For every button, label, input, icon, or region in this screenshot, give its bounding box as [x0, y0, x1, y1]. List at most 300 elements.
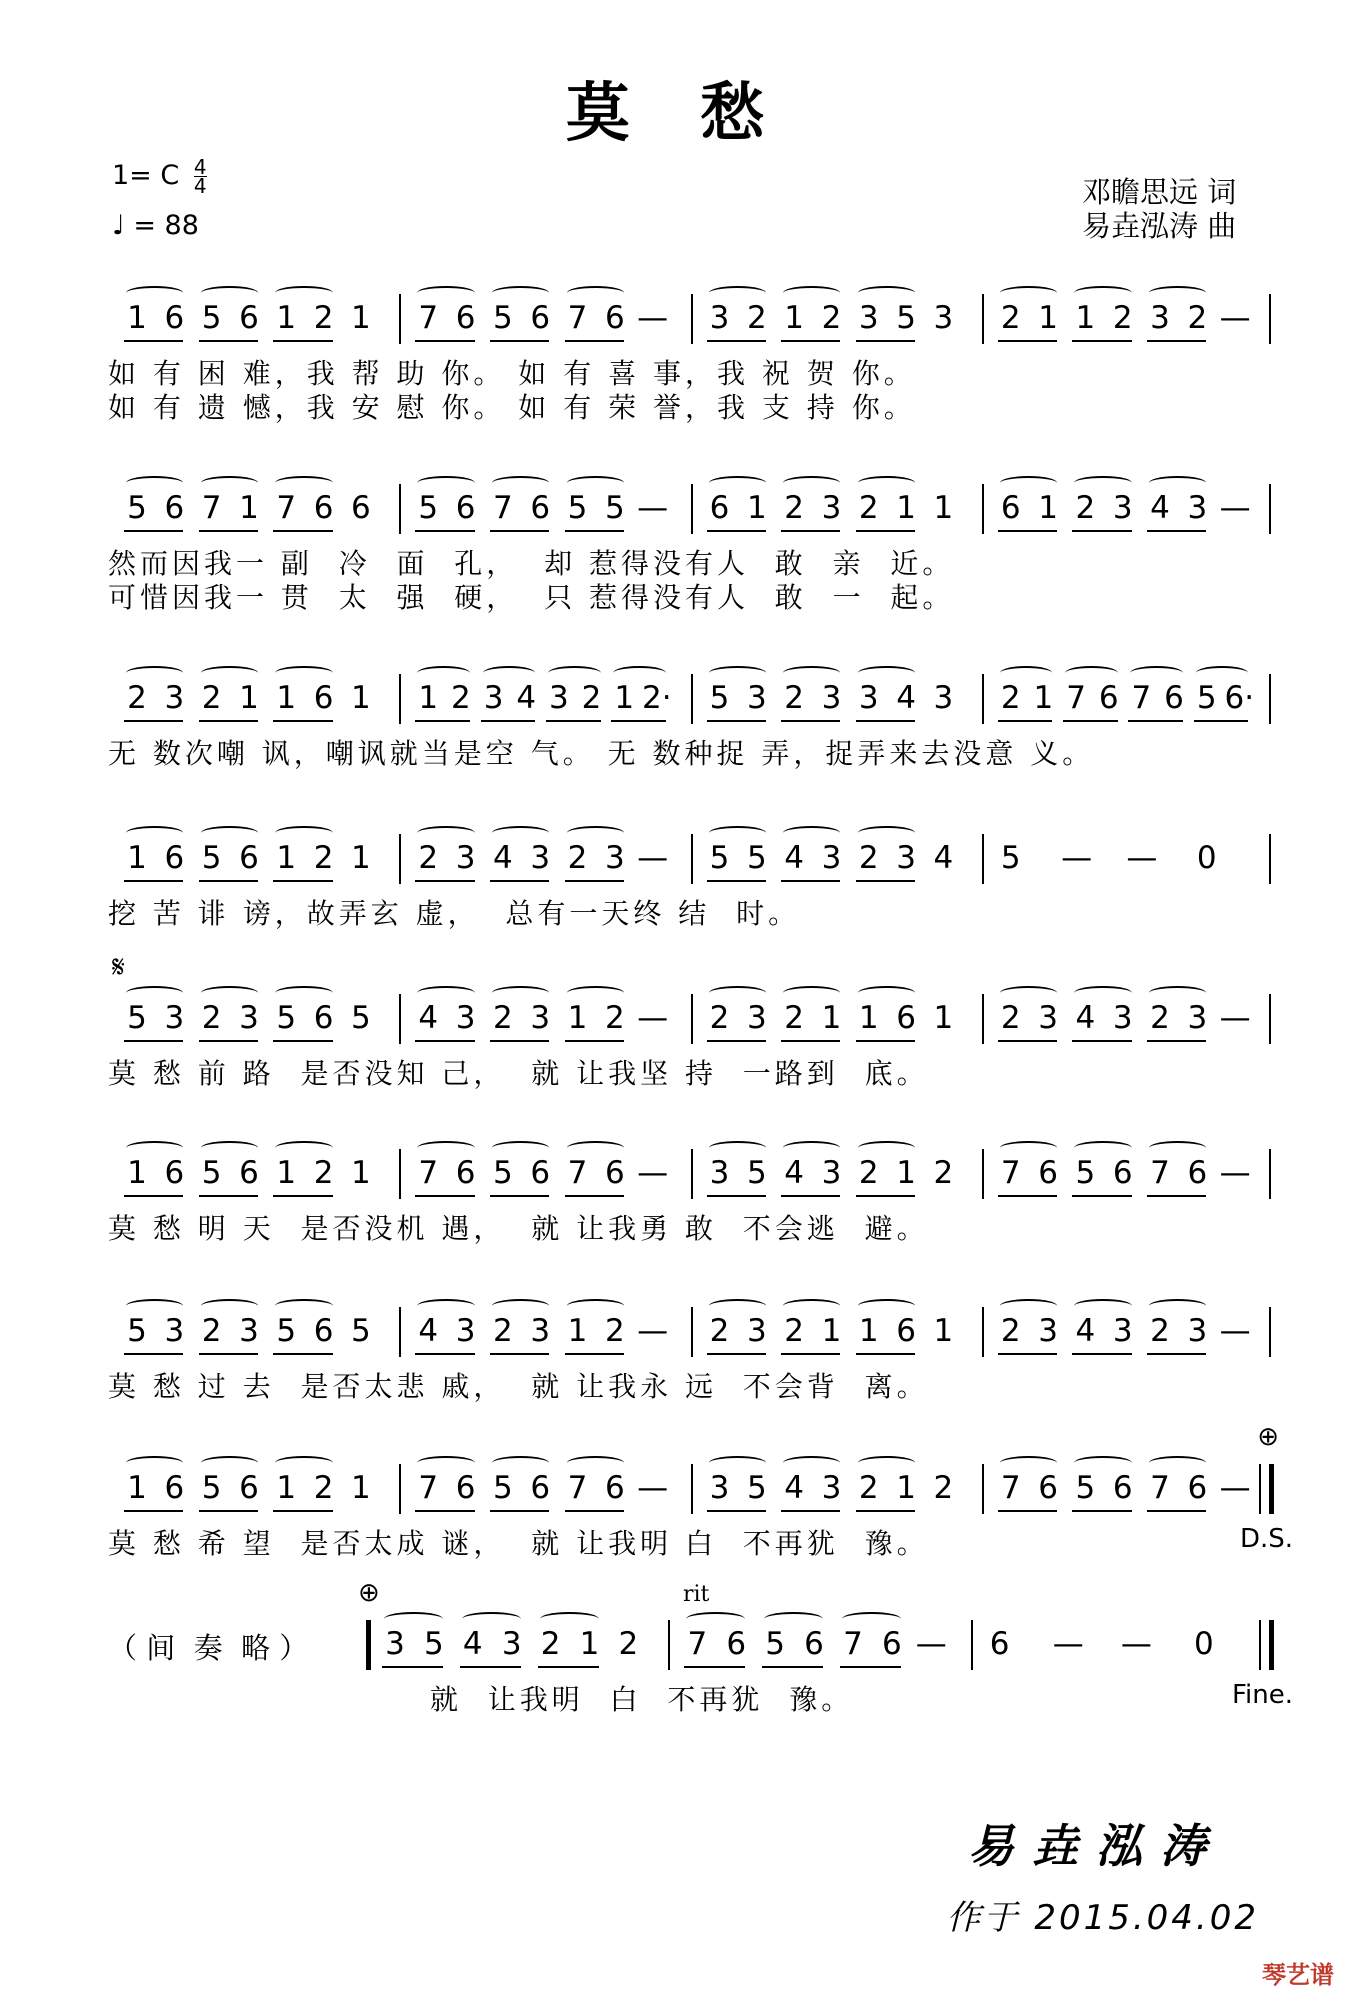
slur-mark — [1149, 986, 1206, 1000]
slur-mark — [858, 986, 915, 1000]
note: 4 — [1150, 490, 1170, 526]
slur-mark — [783, 666, 840, 680]
beam-underline — [124, 1195, 183, 1197]
note: 3 — [1112, 1313, 1133, 1349]
bar-line — [399, 1464, 401, 1514]
note: 1 — [351, 1155, 371, 1191]
beam-underline — [781, 1510, 840, 1512]
note: 4 — [493, 840, 513, 876]
note: 5 — [201, 300, 222, 336]
note: 6 — [1112, 1155, 1133, 1191]
note: 7 — [567, 300, 588, 336]
note: 5 — [493, 1470, 513, 1506]
lyrics-verse-1: 然而因我一 副 冷 面 孔， 却 惹得没有人 敢 亲 近。 — [108, 547, 955, 580]
time-bottom: 4 — [193, 174, 207, 198]
slur-mark — [126, 826, 183, 840]
beam-underline — [998, 1353, 1057, 1355]
note: 3 — [1150, 300, 1170, 336]
lyrics-verse-1: 莫 愁 过 去 是否太悲 戚， 就 让我永 远 不会背 离。 — [108, 1370, 929, 1403]
beam-underline — [273, 1353, 332, 1355]
note: 2 — [567, 840, 588, 876]
slur-mark — [1130, 666, 1183, 680]
note: 6 — [1098, 680, 1119, 716]
beam-underline — [1072, 1510, 1131, 1512]
beam-underline — [490, 1510, 549, 1512]
slur-mark — [567, 826, 624, 840]
note: 7 — [201, 490, 222, 526]
slur-mark — [783, 286, 840, 300]
bar-line — [1259, 1464, 1261, 1514]
note: 3 — [385, 1626, 405, 1662]
note: 1 — [784, 300, 804, 336]
beam-underline — [481, 720, 536, 722]
note: 4 — [1075, 1000, 1096, 1036]
note: 3 — [1112, 490, 1133, 526]
bar-line — [399, 674, 401, 724]
lyrics-verse-1: 莫 愁 希 望 是否太成 谜， 就 让我明 白 不再犹 豫。 — [108, 1527, 929, 1560]
note: 1 — [276, 840, 297, 876]
note: 3 — [746, 680, 767, 716]
slur-mark — [275, 826, 332, 840]
note: 1 — [933, 490, 954, 526]
dash-note: — — [1219, 300, 1251, 336]
slur-mark — [709, 826, 766, 840]
note: 4 — [784, 1470, 804, 1506]
note: 6 — [1112, 1470, 1133, 1506]
beam-underline — [856, 340, 915, 342]
beam-underline — [199, 720, 258, 722]
note: 1 — [896, 1470, 916, 1506]
segno-icon: 𝄋 — [112, 950, 125, 985]
dash-note: — — [637, 300, 669, 336]
slur-mark — [709, 1141, 766, 1155]
note: 1 — [276, 1155, 297, 1191]
note: 2 — [493, 1313, 513, 1349]
beam-underline — [840, 1666, 901, 1668]
lyrics-verse-1: 就 让我明 白 不再犹 豫。 — [430, 1683, 854, 1716]
note: 6 — [604, 1470, 625, 1506]
note: 4 — [933, 840, 954, 876]
note: 5 — [896, 300, 916, 336]
note: 2 — [1000, 1000, 1021, 1036]
note: 5 — [1000, 840, 1021, 876]
slur-mark — [1149, 1299, 1206, 1313]
note: 3 — [455, 840, 476, 876]
note: 5 — [201, 1470, 222, 1506]
beam-underline — [546, 720, 601, 722]
dash-note: — — [637, 490, 669, 526]
note: 1 — [351, 840, 371, 876]
note: 5 — [1075, 1155, 1096, 1191]
slur-mark — [492, 476, 549, 490]
note: 7 — [1000, 1155, 1021, 1191]
dash-note: — — [1219, 1155, 1251, 1191]
note: 3 — [530, 1000, 551, 1036]
beam-underline — [998, 720, 1053, 722]
slur-mark — [1000, 1456, 1057, 1470]
note: 7 — [1150, 1470, 1170, 1506]
note: 2 — [201, 680, 222, 716]
bar-line — [1269, 834, 1271, 884]
note: 3 — [709, 300, 730, 336]
beam-underline — [490, 1353, 549, 1355]
note: 6 — [896, 1000, 916, 1036]
note: 7 — [1000, 1470, 1021, 1506]
note: 6· — [1224, 680, 1255, 716]
note: 6 — [164, 300, 185, 336]
beam-underline — [415, 1510, 474, 1512]
note: 6 — [1164, 680, 1184, 716]
beam-underline — [707, 1195, 766, 1197]
bar-line — [1259, 1620, 1261, 1670]
note: 3 — [1187, 490, 1208, 526]
slur-mark — [126, 1141, 183, 1155]
note: 6 — [164, 840, 185, 876]
beam-underline — [707, 1353, 766, 1355]
slur-mark — [126, 476, 183, 490]
slur-mark — [1074, 1456, 1131, 1470]
dash-note: — — [1219, 1313, 1251, 1349]
slur-mark — [709, 1299, 766, 1313]
note: 3 — [821, 1155, 842, 1191]
note: 3 — [933, 300, 954, 336]
note: 6 — [804, 1626, 824, 1662]
note: 5 — [746, 840, 767, 876]
beam-underline — [565, 1510, 624, 1512]
beam-underline — [415, 530, 474, 532]
note: 1 — [276, 1470, 297, 1506]
note: 2 — [858, 1155, 879, 1191]
note: 5 — [418, 490, 439, 526]
note: 3 — [821, 680, 842, 716]
coda-icon: ⊕ — [1257, 1422, 1279, 1452]
note: 5 — [276, 1313, 297, 1349]
beam-underline — [998, 1510, 1057, 1512]
note: 3 — [1187, 1000, 1208, 1036]
bar-line — [982, 834, 984, 884]
note: 5 — [276, 1000, 297, 1036]
note: 5 — [567, 490, 588, 526]
slur-mark — [1149, 286, 1206, 300]
note: 2 — [933, 1155, 954, 1191]
coda-icon: ⊕ — [358, 1578, 380, 1608]
note: 6 — [164, 1155, 185, 1191]
note: 6 — [455, 300, 476, 336]
note: 4 — [516, 680, 537, 716]
note: 2 — [1075, 490, 1096, 526]
slur-mark — [1000, 476, 1057, 490]
note: 2 — [784, 1313, 804, 1349]
note: 1 — [858, 1000, 879, 1036]
note: 2 — [784, 490, 804, 526]
note: 1 — [418, 680, 439, 716]
note: 7 — [1066, 680, 1086, 716]
note: 4 — [784, 1155, 804, 1191]
beam-underline — [415, 880, 474, 882]
note: 3 — [530, 840, 551, 876]
lyrics-verse-2: 如 有 遗 憾，我 安 慰 你。 如 有 荣 誉，我 支 持 你。 — [108, 391, 916, 424]
slur-mark — [567, 1299, 624, 1313]
slur-mark — [858, 1299, 915, 1313]
note: 1 — [276, 680, 297, 716]
slur-mark — [709, 986, 766, 1000]
beam-underline — [490, 1195, 549, 1197]
note: 2 — [313, 300, 334, 336]
note: 5 — [493, 1155, 513, 1191]
slur-mark — [1196, 666, 1249, 680]
note: 3 — [896, 840, 916, 876]
note: 4 — [1075, 1313, 1096, 1349]
signature: 易垚泓涛 — [968, 1819, 1224, 1873]
note: 7 — [1131, 680, 1152, 716]
bar-line — [1269, 1620, 1274, 1670]
notes-line — [108, 1000, 1273, 1060]
slur-mark — [492, 986, 549, 1000]
note: 7 — [418, 300, 439, 336]
slur-mark — [709, 1456, 766, 1470]
note: 3 — [858, 680, 879, 716]
bar-line — [1269, 674, 1271, 724]
note: 6 — [313, 1000, 334, 1036]
bar-line — [1269, 1149, 1271, 1199]
note: 2 — [709, 1313, 730, 1349]
bar-line — [982, 994, 984, 1044]
note: 2 — [784, 1000, 804, 1036]
slur-mark — [417, 826, 474, 840]
note: 1 — [1038, 300, 1058, 336]
note: 6 — [164, 1470, 185, 1506]
notes-line — [108, 1626, 1273, 1686]
beam-underline — [1147, 1510, 1206, 1512]
slur-mark — [126, 666, 183, 680]
slur-mark — [709, 286, 766, 300]
note: 1 — [933, 1000, 954, 1036]
bar-line — [399, 994, 401, 1044]
slur-mark — [275, 1299, 332, 1313]
time-top: 4 — [193, 155, 207, 179]
note: 2 — [418, 840, 439, 876]
note: 6 — [530, 1155, 551, 1191]
beam-underline — [856, 720, 915, 722]
note: 3 — [746, 1000, 767, 1036]
beam-underline — [856, 1353, 915, 1355]
note: 3 — [604, 840, 625, 876]
note: 7 — [418, 1470, 439, 1506]
beam-underline — [998, 1040, 1057, 1042]
dash-note: — — [637, 1470, 669, 1506]
note: 3 — [709, 1470, 730, 1506]
slur-mark — [858, 1456, 915, 1470]
beam-underline — [856, 1510, 915, 1512]
beam-underline — [998, 530, 1057, 532]
note: 6 — [604, 300, 625, 336]
note: 3 — [164, 1313, 185, 1349]
slur-mark — [417, 476, 474, 490]
slur-mark — [417, 986, 474, 1000]
note: 3 — [164, 680, 185, 716]
note: 2· — [642, 680, 672, 716]
composer-credit: 易垚泓涛 曲 — [1082, 209, 1237, 243]
beam-underline — [273, 530, 332, 532]
slur-mark — [201, 826, 258, 840]
beam-underline — [1072, 340, 1131, 342]
beam-underline — [199, 530, 258, 532]
note: 2 — [493, 1000, 513, 1036]
note: 3 — [501, 1626, 522, 1662]
bar-line — [982, 1149, 984, 1199]
note: 2 — [451, 680, 471, 716]
beam-underline — [124, 880, 183, 882]
slur-mark — [201, 476, 258, 490]
slur-mark — [126, 1299, 183, 1313]
note: 2 — [858, 1470, 879, 1506]
note: 6 — [1187, 1470, 1208, 1506]
beam-underline — [707, 880, 766, 882]
note: 6 — [604, 1155, 625, 1191]
lyrics-verse-1: 莫 愁 前 路 是否没知 己， 就 让我坚 持 一路到 底。 — [108, 1057, 929, 1090]
beam-underline — [565, 1353, 624, 1355]
note: 2 — [313, 1155, 334, 1191]
note: 2 — [784, 680, 804, 716]
beam-underline — [490, 530, 549, 532]
beam-underline — [199, 1510, 258, 1512]
bar-line — [982, 1464, 984, 1514]
dash-note: — — [637, 1313, 669, 1349]
beam-underline — [273, 1195, 332, 1197]
site-logo: 琴艺谱 — [1262, 1961, 1334, 1989]
slur-mark — [567, 286, 624, 300]
slur-mark — [858, 476, 915, 490]
slur-mark — [858, 286, 915, 300]
beam-underline — [707, 1040, 766, 1042]
note: 1 — [746, 490, 767, 526]
slur-mark — [417, 1299, 474, 1313]
bar-line — [691, 484, 693, 534]
bar-line — [399, 1307, 401, 1357]
dash-note: — — [1061, 840, 1093, 876]
slur-mark — [275, 666, 332, 680]
notes-line — [108, 300, 1273, 360]
dash-note: — — [1120, 1626, 1152, 1662]
note: 2 — [313, 840, 334, 876]
slur-mark — [275, 1456, 332, 1470]
note: 5 — [127, 1000, 147, 1036]
beam-underline — [1072, 530, 1131, 532]
beam-underline — [781, 720, 840, 722]
note: 6 — [530, 300, 551, 336]
note: 7 — [687, 1626, 708, 1662]
slur-mark — [126, 286, 183, 300]
dash-note: — — [1052, 1626, 1084, 1662]
note: 5 — [1075, 1470, 1096, 1506]
note: 4 — [418, 1000, 439, 1036]
notes-line — [108, 1155, 1273, 1215]
slur-mark — [842, 1612, 901, 1626]
slur-mark — [275, 986, 332, 1000]
note: 1 — [127, 1155, 147, 1191]
note: 4 — [896, 680, 916, 716]
dash-note: — — [1219, 1000, 1251, 1036]
note: 3 — [164, 1000, 185, 1036]
note: 6 — [239, 840, 259, 876]
note: 3 — [549, 680, 569, 716]
note: 5 — [746, 1470, 767, 1506]
note: 1 — [821, 1000, 842, 1036]
bar-line — [399, 1149, 401, 1199]
lyricist-credit: 邓瞻思远 词 — [1082, 175, 1237, 209]
beam-underline — [199, 1040, 258, 1042]
note: 1 — [1033, 680, 1054, 716]
note: 2 — [1000, 300, 1021, 336]
slur-mark — [492, 1456, 549, 1470]
lyrics-verse-1: 莫 愁 明 天 是否没机 遇， 就 让我勇 敢 不会逃 避。 — [108, 1212, 929, 1245]
beam-underline — [1147, 1353, 1206, 1355]
notes-line — [108, 1470, 1273, 1530]
note: 2 — [1000, 1313, 1021, 1349]
slur-mark — [492, 1299, 549, 1313]
note: 6 — [896, 1313, 916, 1349]
slur-mark — [1074, 986, 1131, 1000]
note: 3 — [239, 1000, 259, 1036]
rit-marking: rit — [683, 1582, 710, 1607]
beam-underline — [684, 1666, 745, 1668]
beam-underline — [199, 880, 258, 882]
note: 6 — [239, 1155, 259, 1191]
beam-underline — [1072, 1195, 1131, 1197]
slur-mark — [783, 1299, 840, 1313]
slur-mark — [613, 666, 666, 680]
note: 2 — [604, 1000, 625, 1036]
slur-mark — [783, 1456, 840, 1470]
note: 3 — [1187, 1313, 1208, 1349]
beam-underline — [124, 530, 183, 532]
notes-line — [108, 840, 1273, 900]
slur-mark — [1000, 666, 1053, 680]
note: 5 — [127, 1313, 147, 1349]
dash-note: — — [637, 1155, 669, 1191]
note: 2 — [1150, 1000, 1170, 1036]
dash-note: — — [1126, 840, 1158, 876]
slur-mark — [709, 666, 766, 680]
note: 7 — [418, 1155, 439, 1191]
note: 5 — [493, 300, 513, 336]
note: 5 — [709, 680, 730, 716]
ds-marking: D.S. — [1239, 1524, 1293, 1554]
slur-mark — [275, 1141, 332, 1155]
beam-underline — [856, 530, 915, 532]
beam-underline — [124, 340, 183, 342]
beam-underline — [415, 1353, 474, 1355]
note: 2 — [581, 680, 602, 716]
beam-underline — [1063, 720, 1118, 722]
beam-underline — [707, 530, 766, 532]
slur-mark — [492, 286, 549, 300]
beam-underline — [415, 340, 474, 342]
note: 6 — [726, 1626, 747, 1662]
note: 2 — [709, 1000, 730, 1036]
slur-mark — [201, 666, 258, 680]
note: 2 — [1187, 300, 1208, 336]
bar-line — [1269, 294, 1271, 344]
beam-underline — [998, 340, 1057, 342]
slur-mark — [1074, 1141, 1131, 1155]
bar-line — [691, 994, 693, 1044]
beam-underline — [611, 720, 666, 722]
beam-underline — [490, 880, 549, 882]
note: 2 — [1150, 1313, 1170, 1349]
note: 2 — [540, 1626, 561, 1662]
beam-underline — [856, 1040, 915, 1042]
